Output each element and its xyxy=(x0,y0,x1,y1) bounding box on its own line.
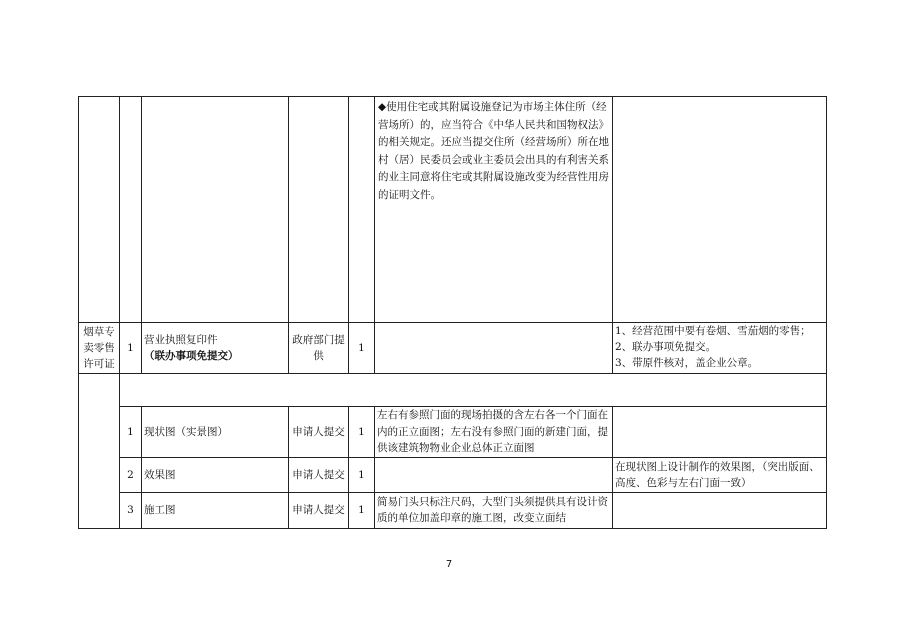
material-note: （联办事项免提交） xyxy=(144,350,239,362)
notes-cell xyxy=(613,97,827,323)
table-row xyxy=(79,97,827,323)
materials-table xyxy=(78,96,827,529)
seq-cell xyxy=(120,97,142,323)
copies-cell: 1 xyxy=(349,407,375,458)
table-row xyxy=(79,323,827,374)
source-cell xyxy=(289,97,349,323)
source-cell: 政府部门提供 xyxy=(289,323,349,374)
page-number: 7 xyxy=(445,559,453,570)
material-cell: 现状图（实景图） xyxy=(142,407,289,458)
material-cell xyxy=(142,97,289,323)
seq-cell: 1 xyxy=(120,407,142,458)
material-name: 营业执照复印件 xyxy=(144,334,218,346)
section-banner xyxy=(120,374,827,407)
table-row xyxy=(79,374,827,407)
requirements-cell: 左右有参照门面的现场拍摄的含左右各一个门面在内的正立面图；左右没有参照门面的新建门面，提供该建筑物物业企业总体正立面图 xyxy=(375,407,613,458)
seq-cell: 3 xyxy=(120,492,142,528)
requirements-cell xyxy=(375,323,613,374)
material-cell: 施工图 xyxy=(142,492,289,528)
requirements-cell: 简易门头只标注尺码，大型门头须提供具有设计资质的单位加盖印章的施工图，改变立面结 xyxy=(375,492,613,528)
source-cell: 申请人提交 xyxy=(289,492,349,528)
source-cell: 申请人提交 xyxy=(289,457,349,492)
seq-cell: 1 xyxy=(120,323,142,374)
material-cell: 效果图 xyxy=(142,457,289,492)
table-row xyxy=(79,457,827,492)
source-cell: 申请人提交 xyxy=(289,407,349,458)
copies-cell: 1 xyxy=(349,492,375,528)
material-cell xyxy=(142,323,289,374)
copies-cell: 1 xyxy=(349,323,375,374)
requirements-cell xyxy=(375,457,613,492)
notes-cell xyxy=(613,492,827,528)
seq-cell: 2 xyxy=(120,457,142,492)
table-row xyxy=(79,407,827,458)
copies-cell: 1 xyxy=(349,457,375,492)
notes-cell: 在现状图上设计制作的效果图，（突出版面、高度、色彩与左右门面一致） xyxy=(613,457,827,492)
category-cell xyxy=(79,97,120,323)
category-cell: 烟草专卖零售许可证 xyxy=(79,323,120,374)
copies-cell xyxy=(349,97,375,323)
category-cell xyxy=(79,374,120,529)
requirements-cell: ◆使用住宅或其附属设施登记为市场主体住所（经营场所）的，应当符合《中华人民共和国物权法》的相关规定。还应当提交住所（经营场所）所在地村（居）民委员会或业主委员会出具的有利害关系的业主同意将住宅或其附属设施改变为经营性用房的证明文件。 xyxy=(375,97,613,323)
notes-cell: 1、经营范围中要有卷烟、雪茄烟的零售； 2、联办事项免提交。 3、带原件核对，盖企业公章。 xyxy=(613,323,827,374)
table-row xyxy=(79,492,827,528)
notes-cell xyxy=(613,407,827,458)
